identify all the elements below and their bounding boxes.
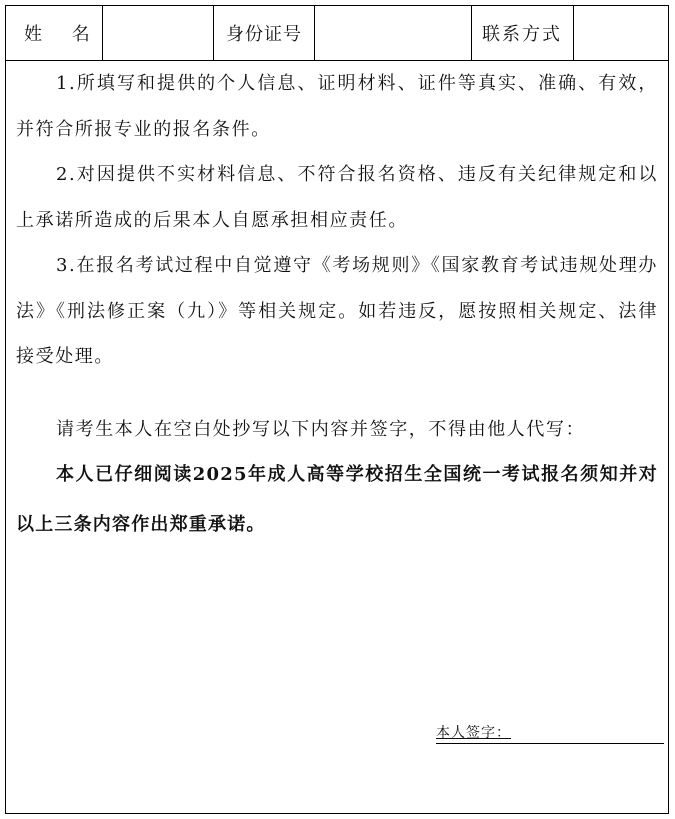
commitment-form xyxy=(5,5,669,814)
name-field[interactable] xyxy=(103,6,214,60)
copy-instruction: 请考生本人在空白处抄写以下内容并签字，不得由他人代写： xyxy=(56,418,586,440)
commitment-body xyxy=(6,61,668,550)
signature-label: 本人签字： xyxy=(436,725,511,741)
id-number-label: 身份证号 xyxy=(214,6,315,60)
signature-line[interactable] xyxy=(436,722,664,744)
commitment-statement: 本人已仔细阅读2025年成人高等学校招生全国统一考试报名须知并对以上三条内容作出郑重承诺。 xyxy=(16,463,658,535)
contact-field[interactable] xyxy=(574,6,668,60)
id-number-field[interactable] xyxy=(315,6,472,60)
name-label: 姓 名 xyxy=(6,6,103,60)
header-row xyxy=(6,6,668,61)
clause-1: 1.所填写和提供的个人信息、证明材料、证件等真实、准确、有效，并符合所报专业的报名条件。 xyxy=(16,73,658,140)
contact-label: 联系方式 xyxy=(472,6,574,60)
clause-2: 2.对因提供不实材料信息、不符合报名资格、违反有关纪律规定和以上承诺所造成的后果本人自愿承担相应责任。 xyxy=(16,164,658,231)
clause-3: 3.在报名考试过程中自觉遵守《考场规则》《国家教育考试违规处理办法》《刑法修正案（九）》等相关规定。如若违反，愿按照相关规定、法律接受处理。 xyxy=(16,255,658,367)
